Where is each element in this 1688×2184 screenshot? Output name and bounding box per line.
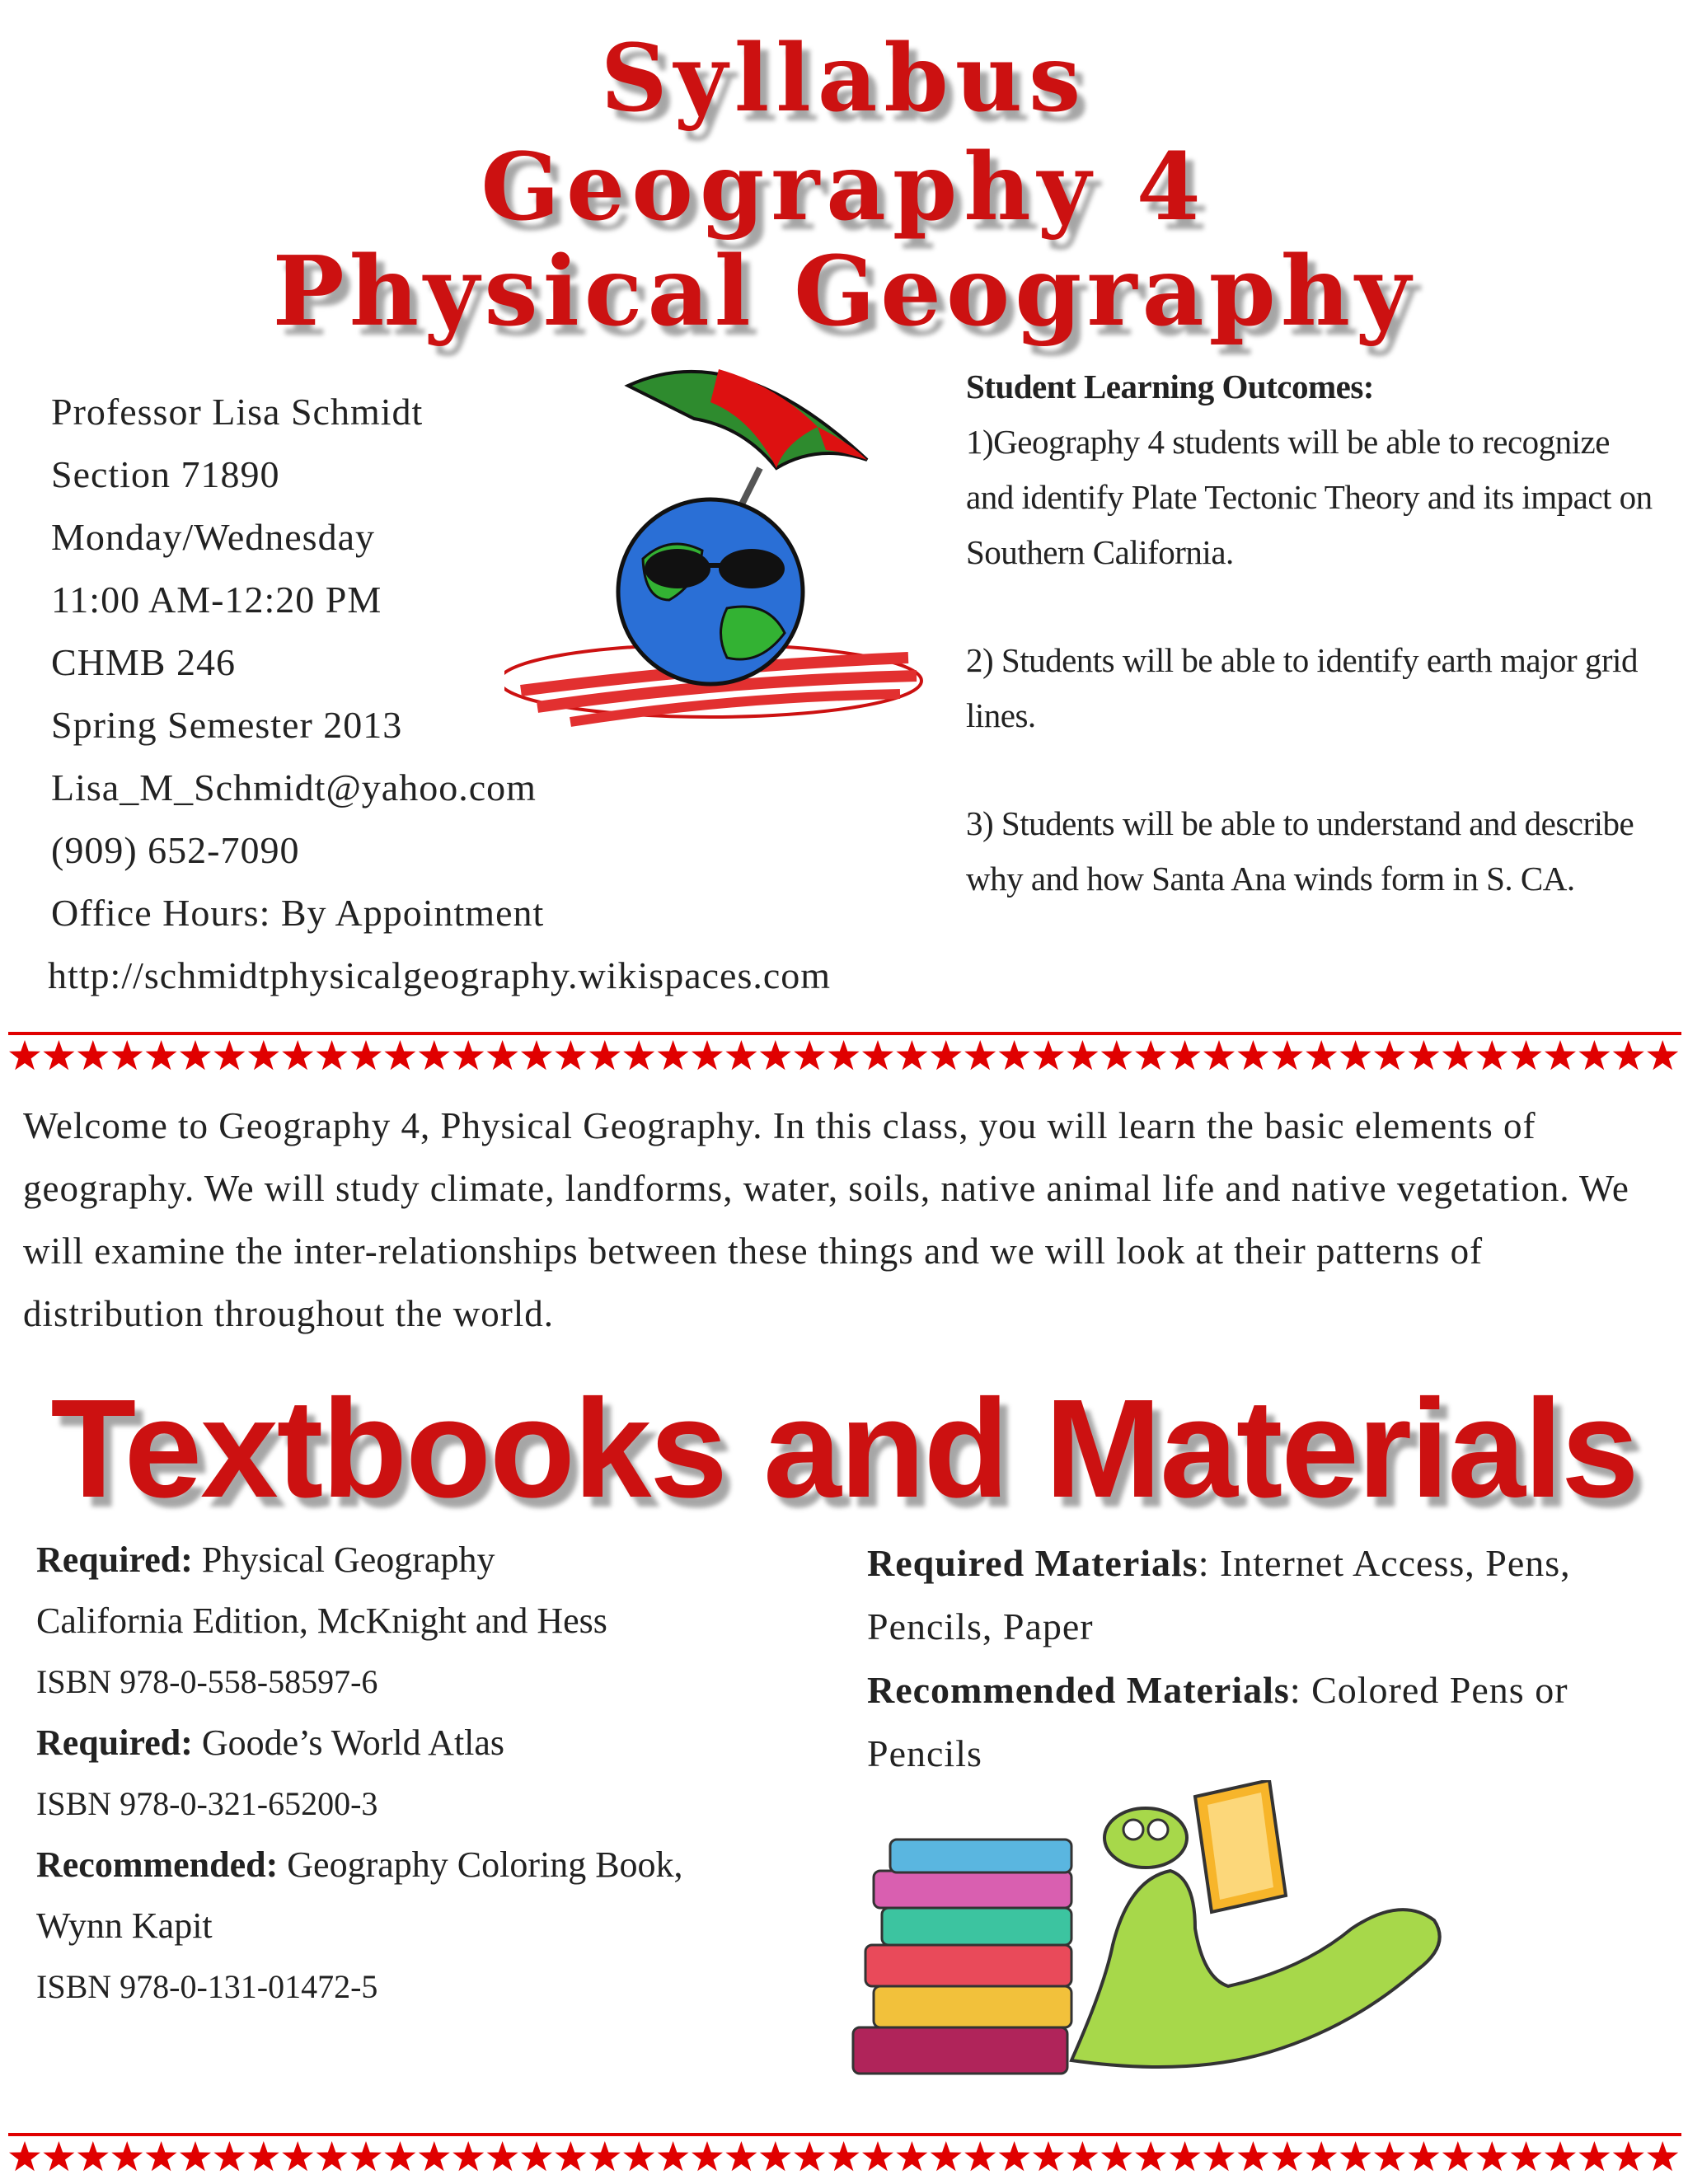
- star-icon: [180, 2141, 211, 2171]
- star-icon: [1578, 1040, 1610, 1070]
- star-icon: [9, 2141, 40, 2171]
- star-icon: [146, 1040, 177, 1070]
- textbooks-materials-title: Textbooks and Materials: [50, 1371, 1638, 1527]
- star-icon: [964, 2141, 996, 2171]
- star-icon: [1476, 1040, 1507, 1070]
- star-icon: [282, 1040, 313, 1070]
- syllabus-title: Syllabus: [600, 25, 1088, 133]
- materials-list: [867, 1531, 1658, 1785]
- office-hours: Office Hours: By Appointment: [51, 892, 545, 934]
- star-icon: [1647, 1040, 1678, 1070]
- star-icon: [623, 2141, 654, 2171]
- star-icon: [1272, 2141, 1303, 2171]
- star-icon: [521, 1040, 552, 1070]
- star-icon: [1340, 2141, 1372, 2171]
- star-icon: [1101, 2141, 1132, 2171]
- class-days: Monday/Wednesday: [51, 516, 375, 558]
- star-icon: [77, 1040, 109, 1070]
- star-icon: [931, 1040, 962, 1070]
- class-room: CHMB 246: [51, 641, 236, 683]
- website-link: http://schmidtphysicalgeography.wikispaces.com: [48, 954, 832, 996]
- star-icon: [213, 2141, 245, 2171]
- star-divider-bottom: [8, 2131, 1681, 2181]
- star-icon: [316, 2141, 348, 2171]
- star-icon: [487, 2141, 518, 2171]
- star-icon: [1237, 2141, 1268, 2171]
- star-icon: [43, 1040, 74, 1070]
- star-icon: [384, 1040, 415, 1070]
- star-icon: [760, 2141, 791, 2171]
- star-icon: [248, 2141, 279, 2171]
- globe: [618, 499, 803, 684]
- star-icon: [1442, 2141, 1474, 2171]
- star-icon: [1476, 2141, 1507, 2171]
- star-icon: [1067, 1040, 1098, 1070]
- star-icon: [1306, 1040, 1337, 1070]
- star-icon: [692, 1040, 723, 1070]
- textbook-2-isbn: ISBN 978-0-321-65200-3: [36, 1785, 378, 1822]
- star-icon: [725, 2141, 757, 2171]
- star-icon: [828, 1040, 860, 1070]
- star-icon: [111, 2141, 143, 2171]
- required-materials: Required Materials: Internet Access, Pens, Pencils, Paper: [867, 1542, 1571, 1647]
- star-icon: [384, 2141, 415, 2171]
- learning-outcomes: [966, 359, 1658, 907]
- bookworm-illustration: [841, 1780, 1500, 2093]
- star-icon: [1135, 2141, 1166, 2171]
- course-title: Geography 4: [481, 134, 1207, 241]
- star-icon: [862, 1040, 893, 1070]
- star-icon: [1408, 2141, 1439, 2171]
- star-icon: [350, 1040, 382, 1070]
- star-icon: [1374, 2141, 1405, 2171]
- star-icon: [43, 2141, 74, 2171]
- class-time: 11:00 AM-12:20 PM: [51, 579, 382, 621]
- star-icon: [77, 2141, 109, 2171]
- star-icon: [658, 2141, 689, 2171]
- textbook-3-author: Wynn Kapit: [36, 1905, 213, 1946]
- star-icon: [487, 1040, 518, 1070]
- textbook-3-isbn: ISBN 978-0-131-01472-5: [36, 1968, 378, 2005]
- outcome-1: 1)Geography 4 students will be able to recognize and identify Plate Tectonic Theory and its impact on Southern California.: [966, 423, 1653, 571]
- star-icon: [146, 2141, 177, 2171]
- star-icon: [999, 1040, 1030, 1070]
- star-icon: [896, 1040, 927, 1070]
- beach-globe-illustration: [504, 353, 933, 740]
- professor-name: Professor Lisa Schmidt: [51, 391, 424, 433]
- star-icon: [1613, 2141, 1644, 2171]
- star-icon: [862, 2141, 893, 2171]
- star-icon: [964, 1040, 996, 1070]
- star-icon: [725, 1040, 757, 1070]
- sunglasses-left: [645, 549, 710, 588]
- star-icon: [316, 1040, 348, 1070]
- star-icon: [1613, 1040, 1644, 1070]
- star-icon: [1237, 1040, 1268, 1070]
- star-icon: [1135, 1040, 1166, 1070]
- star-icon: [760, 1040, 791, 1070]
- textbook-2: Required: Goode’s World Atlas: [36, 1722, 505, 1763]
- star-icon: [589, 1040, 621, 1070]
- recommended-materials: Recommended Materials: Colored Pens or Pencils: [867, 1669, 1568, 1774]
- star-icon: [419, 2141, 450, 2171]
- star-icon: [1511, 1040, 1542, 1070]
- star-icon: [1203, 2141, 1235, 2171]
- star-icon: [999, 2141, 1030, 2171]
- star-icon: [1374, 1040, 1405, 1070]
- star-icon: [521, 2141, 552, 2171]
- star-icon: [589, 2141, 621, 2171]
- star-icon: [1170, 1040, 1201, 1070]
- outcome-2: 2) Students will be able to identify earth major grid lines.: [966, 641, 1638, 734]
- star-icon: [1033, 2141, 1064, 2171]
- star-icon: [1067, 2141, 1098, 2171]
- star-icon: [1511, 2141, 1542, 2171]
- star-icon: [794, 1040, 825, 1070]
- star-icon: [1101, 1040, 1132, 1070]
- section-number: Section 71890: [51, 453, 280, 495]
- star-icon: [1340, 1040, 1372, 1070]
- star-icon: [555, 1040, 586, 1070]
- star-icon: [555, 2141, 586, 2171]
- star-icon: [180, 1040, 211, 1070]
- star-icon: [350, 2141, 382, 2171]
- textbook-1-isbn: ISBN 978-0-558-58597-6: [36, 1663, 378, 1700]
- star-icon: [1272, 1040, 1303, 1070]
- textbook-1-edition: California Edition, McKnight and Hess: [36, 1601, 607, 1641]
- star-icon: [1545, 1040, 1576, 1070]
- star-icon: [248, 1040, 279, 1070]
- star-icon: [1578, 2141, 1610, 2171]
- star-divider-top: [8, 1030, 1681, 1080]
- star-icon: [692, 2141, 723, 2171]
- star-icon: [794, 2141, 825, 2171]
- star-icon: [1170, 2141, 1201, 2171]
- star-icon: [1306, 2141, 1337, 2171]
- star-icon: [896, 2141, 927, 2171]
- outcomes-heading: Student Learning Outcomes:: [966, 368, 1374, 405]
- star-icon: [452, 2141, 484, 2171]
- star-icon: [282, 2141, 313, 2171]
- star-icon: [111, 1040, 143, 1070]
- outcome-3: 3) Students will be able to understand and describe why and how Santa Ana winds form in S. CA.: [966, 804, 1634, 898]
- star-icon: [452, 1040, 484, 1070]
- course-subtitle: Physical Geography: [272, 236, 1416, 348]
- email-address: Lisa_M_Schmidt@yahoo.com: [51, 766, 537, 808]
- welcome-paragraph: Welcome to Geography 4, Physical Geography. In this class, you will learn the basic elements of geography. We will study climate, landforms, water, soils, native animal life and native vegetation. We will examine the inter-relationships between these things and we will look at their patterns of distribution throughout the world.: [23, 1105, 1629, 1334]
- star-icon: [1545, 2141, 1576, 2171]
- textbooks-list: [36, 1530, 828, 2018]
- star-icon: [1033, 1040, 1064, 1070]
- star-icon: [1203, 1040, 1235, 1070]
- star-icon: [658, 1040, 689, 1070]
- semester: Spring Semester 2013: [51, 704, 403, 746]
- star-icon: [9, 1040, 40, 1070]
- star-icon: [213, 1040, 245, 1070]
- star-icon: [1442, 1040, 1474, 1070]
- textbook-3: Recommended: Geography Coloring Book,: [36, 1844, 683, 1885]
- star-icon: [931, 2141, 962, 2171]
- star-icon: [419, 1040, 450, 1070]
- phone-number: (909) 652-7090: [51, 829, 300, 871]
- textbook-1: Required: Physical Geography: [36, 1540, 495, 1580]
- star-icon: [1408, 1040, 1439, 1070]
- star-icon: [828, 2141, 860, 2171]
- star-icon: [1647, 2141, 1678, 2171]
- star-icon: [623, 1040, 654, 1070]
- sunglasses-right: [719, 549, 785, 588]
